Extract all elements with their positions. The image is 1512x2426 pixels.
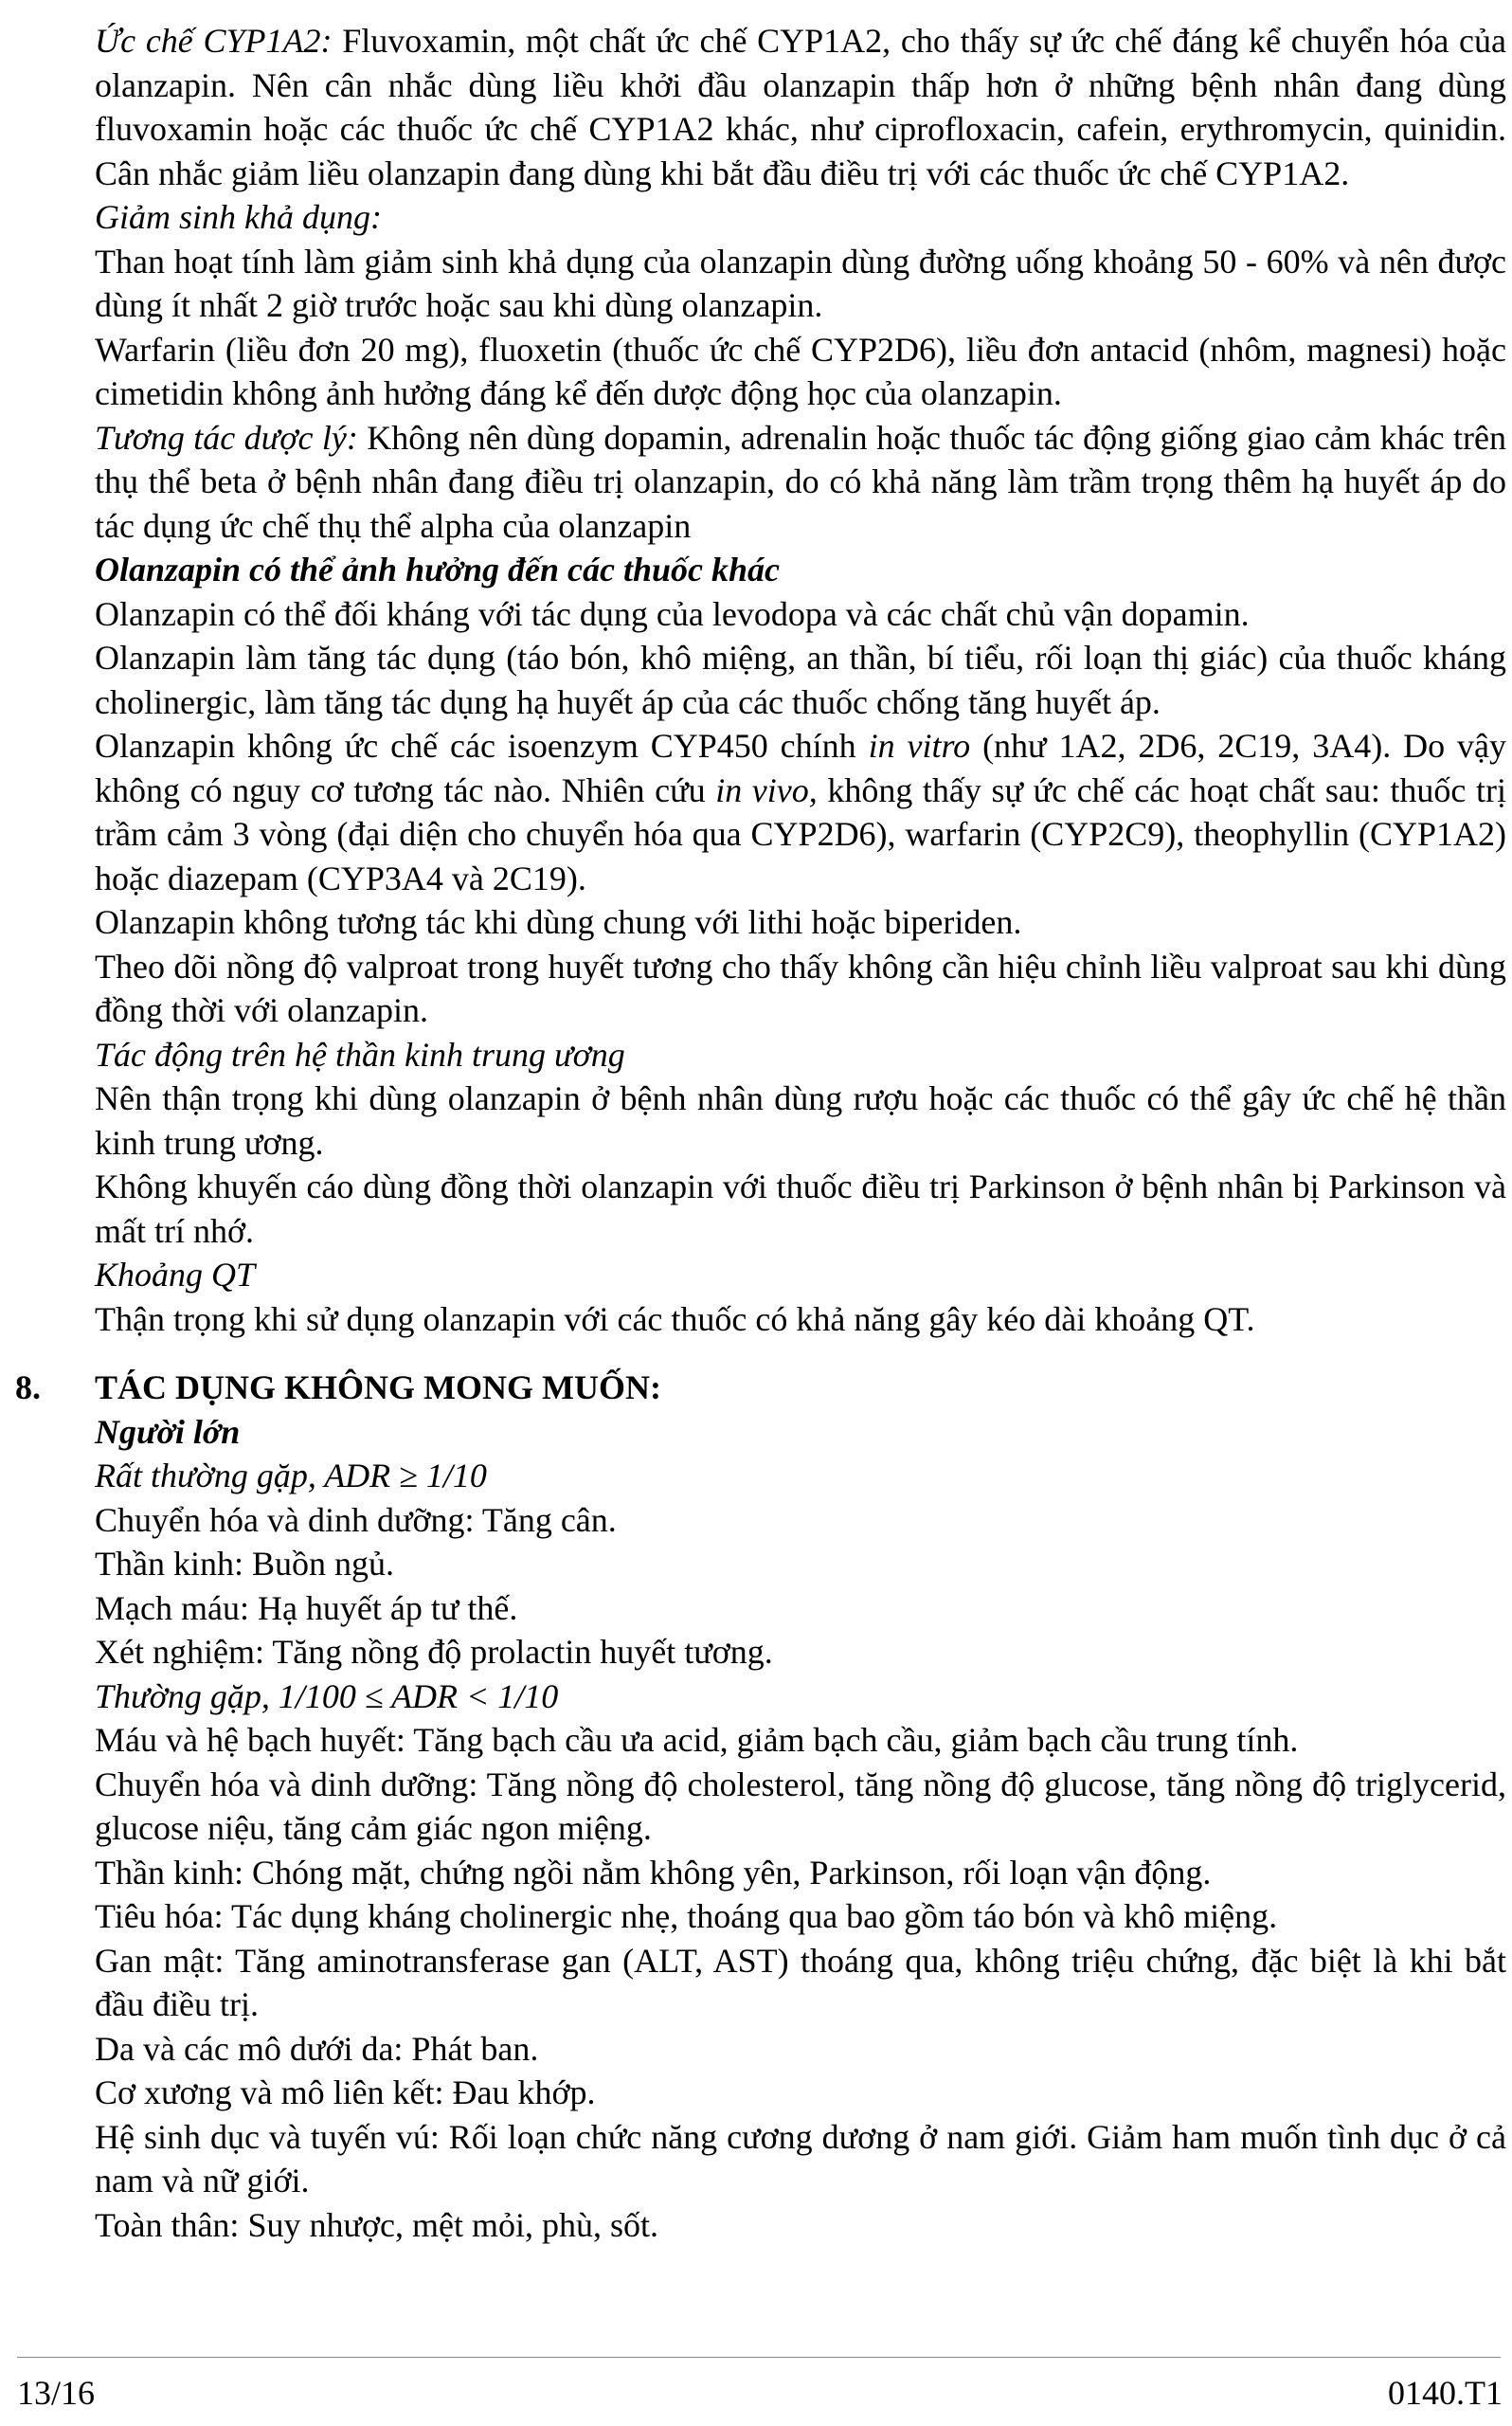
list-item: Gan mật: Tăng aminotransferase gan (ALT, AST) thoáng qua, không triệu chứng, đặc biệt là khi bắt đầu điều trị. bbox=[95, 1941, 1506, 2023]
text-segment: Olanzapin không ức chế các isoenzym CYP450 chính bbox=[95, 727, 869, 765]
footer-divider bbox=[17, 2357, 1501, 2358]
inline-label: Ức chế CYP1A2: bbox=[95, 22, 333, 60]
list-item: Da và các mô dưới da: Phát ban. bbox=[95, 2029, 539, 2068]
list-item: Mạch máu: Hạ huyết áp tư thế. bbox=[95, 1588, 518, 1627]
text-segment: không thấy sự ức chế các hoạt chất sau: thuốc trị trầm cảm 3 vòng (đại diện cho chuyển hóa qua CYP2D6), warfarin (CYP2C9), theophyllin (CYP1A2) hoặc diazepam (CYP3A4 và 2C19). bbox=[95, 770, 1506, 897]
section-8-heading bbox=[15, 1366, 1506, 1410]
list-item: Hệ sinh dục và tuyến vú: Rối loạn chức năng cương dương ở nam giới. Giảm ham muốn tình dục ở cả nam và nữ giới. bbox=[95, 2117, 1506, 2200]
inline-label: Tương tác dược lý: bbox=[95, 418, 358, 457]
text-segment-italic: in vitro bbox=[868, 727, 971, 765]
list-item: Toàn thân: Suy nhược, mệt mỏi, phù, sốt. bbox=[95, 2205, 658, 2244]
list-item: Máu và hệ bạch huyết: Tăng bạch cầu ưa acid, giảm bạch cầu, giảm bạch cầu trung tính. bbox=[95, 1721, 1299, 1759]
subheading-qt: Khoảng QT bbox=[95, 1256, 256, 1294]
paragraph-no-significant-effect: Warfarin (liều đơn 20 mg), fluoxetin (thuốc ức chế CYP2D6), liều đơn antacid (nhôm, magnesi) hoặc cimetidin không ảnh hưởng đáng kể đến dược động học của olanzapin. bbox=[95, 330, 1506, 412]
paragraph-levodopa: Olanzapin có thể đối kháng với tác dụng của levodopa và các chất chủ vận dopamin. bbox=[95, 594, 1250, 633]
paragraph-lithium: Olanzapin không tương tác khi dùng chung với lithi hoặc biperiden. bbox=[95, 903, 1022, 941]
list-item: Thần kinh: Buồn ngủ. bbox=[95, 1545, 394, 1583]
paragraph-valproate: Theo dõi nồng độ valproat trong huyết tương cho thấy không cần hiệu chỉnh liều valproat sau khi dùng đồng thời với olanzapin. bbox=[95, 947, 1506, 1029]
list-item: Chuyển hóa và dinh dưỡng: Tăng cân. bbox=[95, 1500, 617, 1539]
subheading-cns: Tác động trên hệ thần kinh trung ương bbox=[95, 1035, 625, 1074]
paragraph-cyp450 bbox=[95, 724, 1506, 900]
subheading-bioavailability: Giảm sinh khả dụng: bbox=[95, 198, 382, 236]
list-item: Thần kinh: Chóng mặt, chứng ngồi nằm không yên, Parkinson, rối loạn vận động. bbox=[95, 1853, 1212, 1892]
list-item: Tiêu hóa: Tác dụng kháng cholinergic nhẹ, thoáng qua bao gồm táo bón và khô miệng. bbox=[95, 1897, 1278, 1935]
text-segment-italic: in vivo, bbox=[715, 770, 818, 809]
paragraph-activated-charcoal: Than hoạt tính làm giảm sinh khả dụng của olanzapin dùng đường uống khoảng 50 - 60% và nên được dùng ít nhất 2 giờ trước hoặc sau khi dùng olanzapin. bbox=[95, 242, 1506, 324]
paragraph-anticholinergic: Olanzapin làm tăng tác dụng (táo bón, khô miệng, an thần, bí tiểu, rối loạn thị giác) của thuốc kháng cholinergic, làm tăng tác dụng hạ huyết áp của các thuốc chống tăng huyết áp. bbox=[95, 639, 1506, 721]
subheading-very-common: Rất thường gặp, ADR ≥ 1/10 bbox=[95, 1457, 487, 1494]
paragraph-text: Fluvoxamin, một chất ức chế CYP1A2, cho thấy sự ức chế đáng kể chuyển hóa của olanzapin. Nên cân nhắc dùng liều khởi đầu olanzapin thấp hơn ở những bệnh nhân đang dùng fluvoxamin hoặc các thuốc ức chế CYP1A2 khác, như ciprofloxacin, cafein, erythromycin, quinidin. Cân nhắc giảm liều olanzapin đang dùng khi bắt đầu điều trị với các thuốc ức chế CYP1A2. bbox=[95, 22, 1507, 192]
subheading-common: Thường gặp, 1/100 ≤ ADR < 1/10 bbox=[95, 1676, 559, 1715]
document-body bbox=[15, 19, 1507, 2247]
page-footer bbox=[17, 2372, 1503, 2414]
section-spacer bbox=[95, 1341, 1506, 1366]
subheading-effects-on-other-drugs: Olanzapin có thể ảnh hưởng đến các thuốc khác bbox=[95, 551, 780, 588]
list-item: Cơ xương và mô liên kết: Đau khớp. bbox=[95, 2073, 596, 2111]
paragraph-cyp1a2-inhibition bbox=[95, 19, 1506, 195]
subheading-adults: Người lớn bbox=[95, 1412, 241, 1451]
document-code: 0140.T1 bbox=[1388, 2374, 1503, 2412]
paragraph-parkinson: Không khuyến cáo dùng đồng thời olanzapin với thuốc điều trị Parkinson ở bệnh nhân bị Parkinson và mất trí nhớ. bbox=[95, 1168, 1506, 1250]
text-segment: (như 1A2, 2D6, 2C19, 3A4). Do vậy không có nguy cơ tương tác nào. Nhiên cứu bbox=[95, 727, 1506, 809]
paragraph-qt: Thận trọng khi sử dụng olanzapin với các thuốc có khả năng gây kéo dài khoảng QT. bbox=[95, 1299, 1255, 1338]
paragraph-text: Không nên dùng dopamin, adrenalin hoặc thuốc tác động giống giao cảm khác trên thụ thể beta ở bệnh nhân đang điều trị olanzapin, do có khả năng làm trầm trọng thêm hạ huyết áp do tác dụng ức chế thụ thể alpha của olanzapin bbox=[95, 418, 1506, 545]
page-number: 13/16 bbox=[17, 2374, 96, 2412]
section-title: TÁC DỤNG KHÔNG MONG MUỐN: bbox=[95, 1368, 661, 1406]
paragraph-pharmacodynamic-interaction bbox=[95, 416, 1506, 549]
section-number: 8. bbox=[15, 1368, 41, 1406]
list-item: Chuyển hóa và dinh dưỡng: Tăng nồng độ cholesterol, tăng nồng độ glucose, tăng nồng độ triglycerid, glucose niệu, tăng cảm giác ngon miệng. bbox=[95, 1765, 1506, 1847]
list-item: Xét nghiệm: Tăng nồng độ prolactin huyết tương. bbox=[95, 1633, 773, 1671]
paragraph-alcohol: Nên thận trọng khi dùng olanzapin ở bệnh nhân dùng rượu hoặc các thuốc có thể gây ức chế hệ thần kinh trung ương. bbox=[95, 1079, 1506, 1162]
